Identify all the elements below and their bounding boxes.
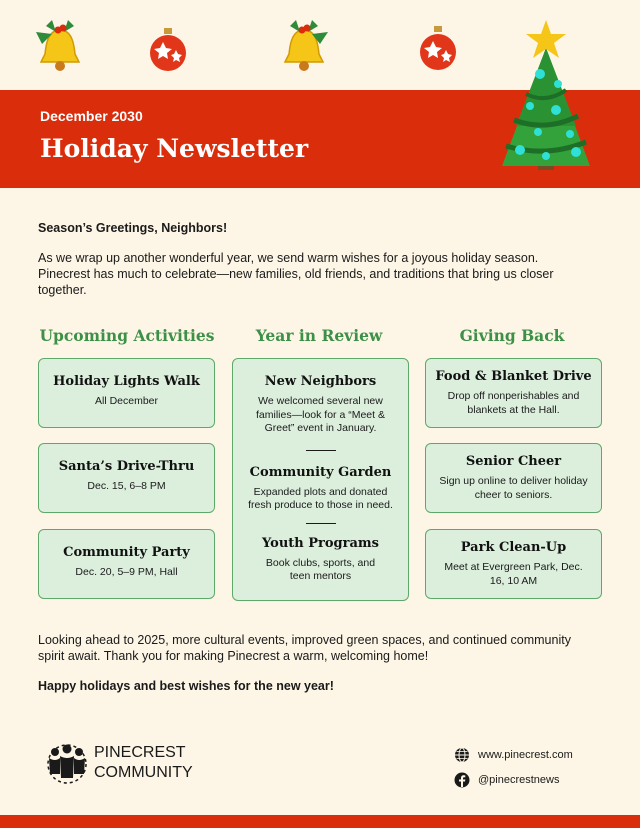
logo-line-2: COMMUNITY — [94, 764, 193, 781]
globe-icon — [454, 747, 470, 763]
card-title: Senior Cheer — [465, 454, 562, 469]
website-row[interactable] — [454, 747, 573, 763]
heading-giving-back: Giving Back — [459, 326, 565, 345]
website-link[interactable]: www.pinecrest.com — [478, 749, 573, 761]
footer-bar — [0, 815, 640, 828]
card-text: Meet at Evergreen Park, Dec. 16, 10 AM — [444, 561, 583, 587]
signoff: Happy holidays and best wishes for the new year! — [38, 679, 334, 693]
intro-paragraph: As we wrap up another wonderful year, we send warm wishes for a joyous holiday season. Pinecrest has much to celebrate—new families, old friends, and traditions that bring us closer together. — [38, 251, 554, 297]
ball-ornament-icon — [146, 26, 190, 74]
card-text: Book clubs, sports, and teen mentors — [265, 556, 376, 582]
giving-card — [425, 443, 602, 513]
closing-paragraph: Looking ahead to 2025, more cultural events, improved green spaces, and continued community spirit await. Thank you for making Pinecrest a warm, welcoming home! — [38, 633, 571, 663]
giving-card — [425, 358, 602, 428]
activity-card — [38, 358, 215, 428]
community-logo-text — [94, 743, 193, 783]
card-text: Sign up online to deliver holiday cheer to seniors. — [439, 475, 588, 501]
activity-card — [38, 443, 215, 513]
greeting: Season’s Greetings, Neighbors! — [38, 221, 228, 235]
ball-ornament-icon — [416, 24, 460, 74]
heading-upcoming-activities: Upcoming Activities — [39, 326, 215, 345]
bell-ornament-icon — [274, 16, 334, 76]
card-text: Dec. 20, 5–9 PM, Hall — [75, 566, 178, 578]
card-title: Youth Programs — [262, 535, 379, 551]
giving-card — [425, 529, 602, 599]
heading-year-in-review: Year in Review — [255, 326, 383, 345]
card-title: Park Clean-Up — [460, 540, 567, 555]
logo-line-1: PINECREST — [94, 744, 186, 761]
card-title: Community Party — [63, 545, 190, 560]
card-title: Holiday Lights Walk — [53, 374, 200, 389]
card-text: Dec. 15, 6–8 PM — [87, 480, 166, 492]
card-title: New Neighbors — [264, 374, 377, 389]
social-row[interactable] — [454, 772, 559, 788]
issue-date: December 2030 — [40, 108, 143, 124]
bell-ornament-icon — [30, 16, 90, 76]
divider — [306, 450, 336, 451]
community-logo-icon — [46, 740, 88, 788]
christmas-tree-icon — [486, 18, 606, 172]
year-in-review-card — [232, 358, 409, 601]
activity-card — [38, 529, 215, 599]
card-title: Santa’s Drive-Thru — [58, 459, 195, 474]
card-text: Expanded plots and donated fresh produce to those in need. — [248, 485, 393, 511]
card-text: All December — [94, 395, 159, 407]
card-title: Food & Blanket Drive — [435, 369, 592, 384]
newsletter-title: Holiday Newsletter — [40, 134, 309, 163]
facebook-icon — [454, 772, 470, 788]
card-title: Community Garden — [249, 464, 392, 480]
card-text: Drop off nonperishables and blankets at the Hall. — [447, 390, 580, 416]
social-handle[interactable]: @pinecrestnews — [478, 774, 560, 786]
divider — [306, 523, 336, 524]
card-text: We welcomed several new families—look for a “Meet & Greet” event in January. — [256, 395, 385, 434]
